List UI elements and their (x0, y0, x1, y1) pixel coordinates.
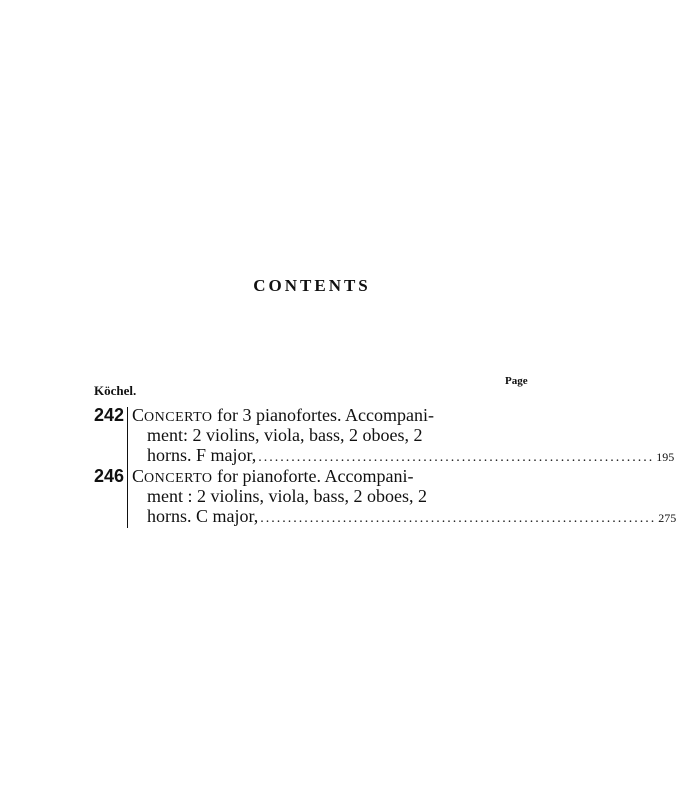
dot-leader: ........................................................................ (260, 511, 657, 526)
vertical-rule (127, 468, 128, 528)
kochel-column-header: Köchel. (94, 383, 137, 398)
entry-line-with-page (132, 506, 676, 526)
title-tail: for 3 pianofortes. Accompani- (212, 405, 434, 425)
kochel-number: 246 (94, 466, 125, 486)
page-number: 275 (658, 511, 676, 525)
entry-final-text: horns. F major, (147, 445, 257, 465)
entry-line: ment: 2 violins, viola, bass, 2 oboes, 2 (147, 425, 423, 445)
entry-line-with-page (132, 445, 675, 465)
title-small-caps: ONCERTO (144, 410, 213, 425)
title-tail: for pianoforte. Accompani- (212, 466, 414, 486)
entry-line (132, 466, 534, 486)
entry-final-text: horns. C major, (147, 506, 259, 526)
page-number: 195 (656, 450, 675, 464)
entry-description (132, 405, 675, 465)
title-initial: C (132, 466, 145, 486)
vertical-rule (127, 407, 128, 468)
entry-line: ment : 2 violins, viola, bass, 2 oboes, 2 (147, 486, 427, 506)
kochel-number: 242 (94, 405, 125, 425)
contents-title: CONTENTS (253, 276, 371, 295)
page-column-header: Page (505, 375, 528, 387)
dot-leader: ........................................................................ (258, 450, 655, 465)
title-initial: C (132, 405, 145, 425)
entry-line (132, 405, 534, 425)
title-small-caps: ONCERTO (144, 471, 213, 486)
entry-description (132, 466, 676, 526)
